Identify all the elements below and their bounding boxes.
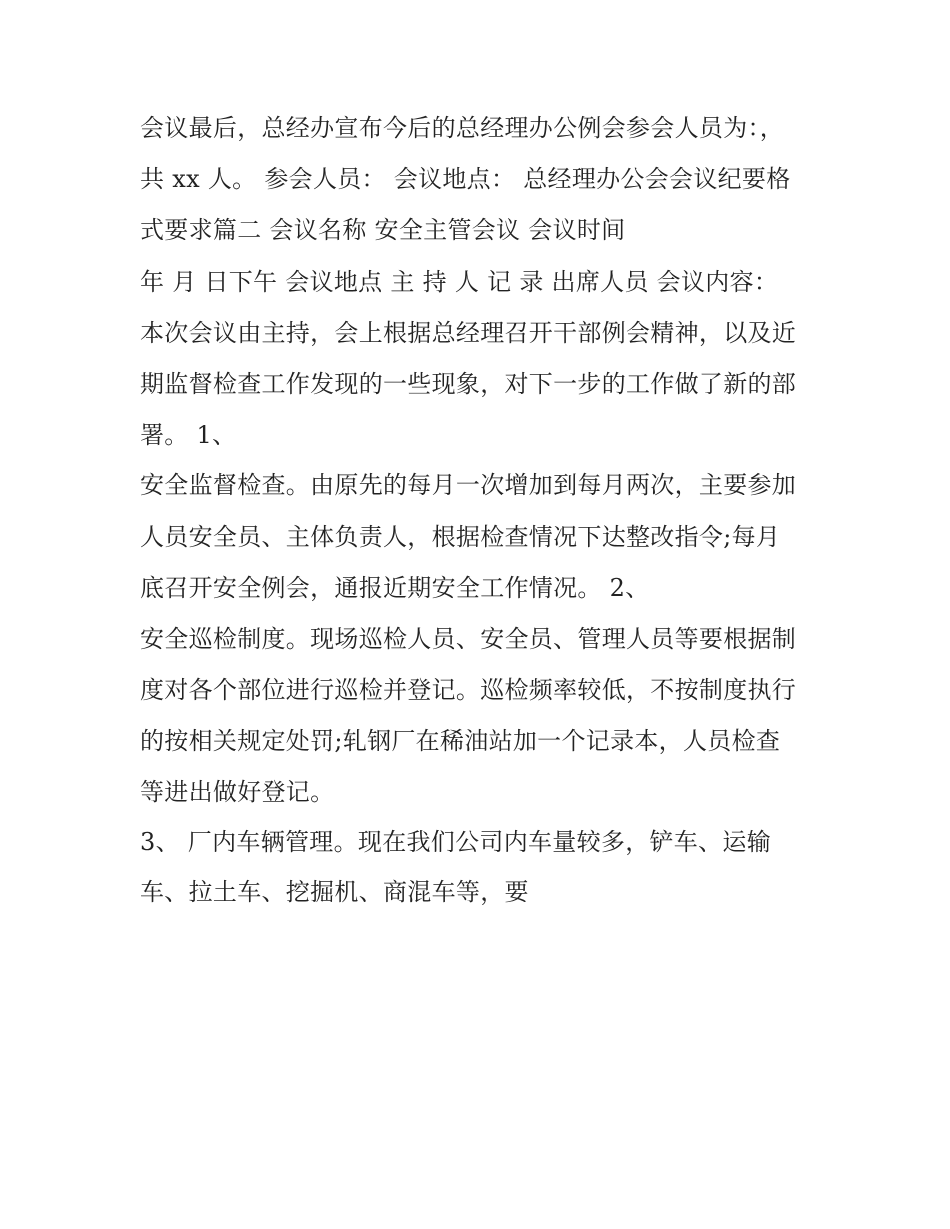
- text-line: 年 月 日下午 会议地点 主 持 人 记 录 出席人员 会议内容：: [140, 268, 779, 296]
- text-line: 人员安全员、主体负责人，根据检查情况下达整改指令;每月: [140, 523, 781, 551]
- text-line: 3、 厂内车辆管理。现在我们公司内车量较多，铲车、运输: [140, 828, 771, 856]
- text-line: 度对各个部位进行巡检并登记。巡检频率较低，不按制度执行: [140, 676, 797, 704]
- text-line: 共 xx 人。 参会人员： 会议地点： 总经理办公会会议纪要格: [140, 165, 791, 193]
- text-line: 署。 1、: [140, 421, 237, 449]
- text-line: 等进出做好登记。: [140, 778, 335, 806]
- text-line: 底召开安全例会，通报近期安全工作情况。 2、: [140, 574, 650, 602]
- text-line: 本次会议由主持，会上根据总经理召开干部例会精神，以及近: [140, 319, 797, 347]
- text-line: 安全监督检查。由原先的每月一次增加到每月两次，主要参加: [140, 471, 797, 499]
- text-line: 车、拉土车、挖掘机、商混车等，要: [140, 878, 529, 906]
- text-line: 会议最后，总经办宣布今后的总经理办公例会参会人员为：，: [140, 114, 785, 142]
- text-line: 的按相关规定处罚;轧钢厂在稀油站加一个记录本，人员检查: [140, 727, 781, 755]
- text-line: 安全巡检制度。现场巡检人员、安全员、管理人员等要根据制: [140, 625, 797, 653]
- text-line: 期监督检查工作发现的一些现象，对下一步的工作做了新的部: [140, 370, 797, 398]
- text-line: 式要求篇二 会议名称 安全主管会议 会议时间: [140, 216, 626, 244]
